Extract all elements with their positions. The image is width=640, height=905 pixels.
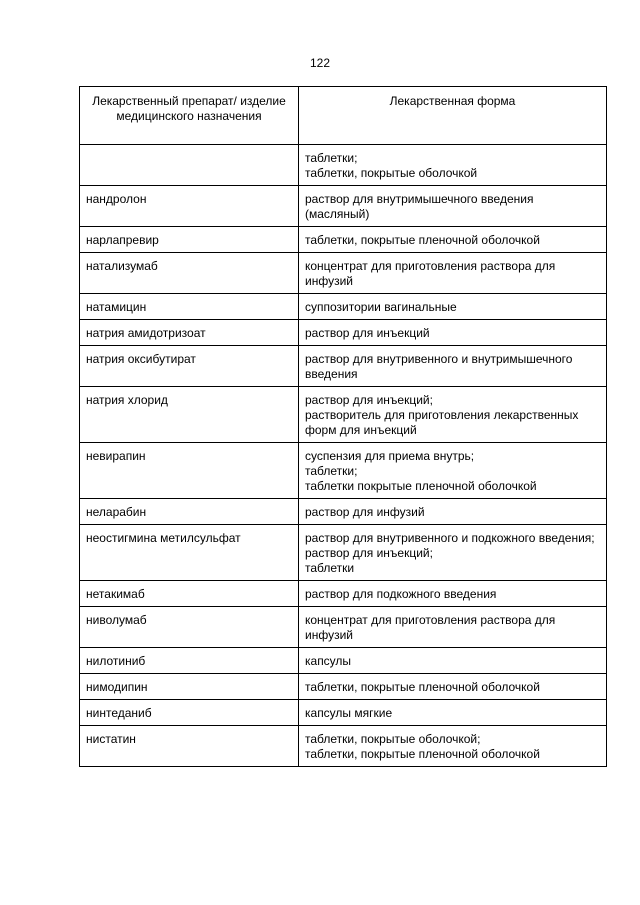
table-row xyxy=(80,607,607,648)
dosage-form-cell xyxy=(299,320,607,346)
dosage-form-line: суспензия для приема внутрь; xyxy=(305,449,475,463)
table-body xyxy=(80,145,607,767)
dosage-form-cell xyxy=(299,581,607,607)
dosage-form-line: таблетки, покрытые оболочкой; xyxy=(305,732,481,746)
drug-name-cell: нарлапревир xyxy=(80,227,299,253)
dosage-form-cell xyxy=(299,674,607,700)
dosage-form-line: раствор для инъекций; xyxy=(305,546,433,560)
dosage-form-line: капсулы мягкие xyxy=(305,706,393,720)
drug-name-cell: неостигмина метилсульфат xyxy=(80,525,299,581)
dosage-form-line: таблетки; xyxy=(305,464,358,478)
table-row xyxy=(80,294,607,320)
dosage-form-cell xyxy=(299,700,607,726)
dosage-form-cell xyxy=(299,525,607,581)
dosage-form-cell xyxy=(299,227,607,253)
dosage-form-line: раствор для инфузий xyxy=(305,505,425,519)
dosage-form-cell xyxy=(299,499,607,525)
dosage-form-line: таблетки xyxy=(305,561,355,575)
dosage-form-line: таблетки, покрытые пленочной оболочкой xyxy=(305,233,540,247)
dosage-form-cell xyxy=(299,726,607,767)
dosage-form-cell xyxy=(299,253,607,294)
dosage-form-cell xyxy=(299,145,607,186)
table-row xyxy=(80,674,607,700)
drug-name-cell: нетакимаб xyxy=(80,581,299,607)
drug-name-cell: нилотиниб xyxy=(80,648,299,674)
dosage-form-line: капсулы xyxy=(305,654,352,668)
table-header-row xyxy=(80,87,607,145)
dosage-form-line: раствор для внутримышечного введения (масляный) xyxy=(305,192,534,221)
table-row xyxy=(80,145,607,186)
dosage-form-cell xyxy=(299,346,607,387)
dosage-form-cell xyxy=(299,387,607,443)
header-drug-name: Лекарственный препарат/ изделие медицинского назначения xyxy=(80,87,299,145)
dosage-form-cell xyxy=(299,294,607,320)
table-row xyxy=(80,443,607,499)
dosage-form-cell xyxy=(299,186,607,227)
drug-name-cell: натрия оксибутират xyxy=(80,346,299,387)
drug-name-cell: натрия хлорид xyxy=(80,387,299,443)
drug-name-cell: нимодипин xyxy=(80,674,299,700)
drug-name-cell: неларабин xyxy=(80,499,299,525)
drug-name-cell: невирапин xyxy=(80,443,299,499)
table-row xyxy=(80,648,607,674)
dosage-form-cell xyxy=(299,443,607,499)
dosage-form-line: таблетки покрытые пленочной оболочкой xyxy=(305,479,537,493)
dosage-form-line: таблетки, покрытые пленочной оболочкой xyxy=(305,680,540,694)
dosage-form-line: раствор для подкожного введения xyxy=(305,587,497,601)
table-row xyxy=(80,525,607,581)
table-row xyxy=(80,320,607,346)
table-row xyxy=(80,253,607,294)
drug-name-cell: нандролон xyxy=(80,186,299,227)
table-row xyxy=(80,726,607,767)
table-row xyxy=(80,346,607,387)
dosage-form-line: таблетки; xyxy=(305,151,358,165)
dosage-form-line: раствор для внутривенного и подкожного введения; xyxy=(305,531,595,545)
dosage-form-line: таблетки, покрытые пленочной оболочкой xyxy=(305,747,540,761)
dosage-form-line: концентрат для приготовления раствора для инфузий xyxy=(305,259,556,288)
dosage-form-line: суппозитории вагинальные xyxy=(305,300,457,314)
dosage-form-line: концентрат для приготовления раствора для инфузий xyxy=(305,613,556,642)
dosage-form-line: раствор для внутривенного и внутримышечного введения xyxy=(305,352,573,381)
table-row xyxy=(80,387,607,443)
dosage-form-line: раствор для инъекций; xyxy=(305,393,433,407)
table-row xyxy=(80,581,607,607)
dosage-form-line: растворитель для приготовления лекарственных форм для инъекций xyxy=(305,408,579,437)
drug-table xyxy=(79,86,607,767)
drug-name-cell: натрия амидотризоат xyxy=(80,320,299,346)
dosage-form-line: таблетки, покрытые оболочкой xyxy=(305,166,478,180)
drug-name-cell xyxy=(80,145,299,186)
drug-name-cell: ниволумаб xyxy=(80,607,299,648)
drug-name-cell: нистатин xyxy=(80,726,299,767)
table-row xyxy=(80,499,607,525)
drug-name-cell: нинтеданиб xyxy=(80,700,299,726)
dosage-form-line: раствор для инъекций xyxy=(305,326,430,340)
page-number: 122 xyxy=(309,56,331,70)
header-dosage-form: Лекарственная форма xyxy=(299,87,607,145)
drug-name-cell: натализумаб xyxy=(80,253,299,294)
table-row xyxy=(80,186,607,227)
dosage-form-cell xyxy=(299,648,607,674)
drug-name-cell: натамицин xyxy=(80,294,299,320)
table-row xyxy=(80,700,607,726)
table-row xyxy=(80,227,607,253)
dosage-form-cell xyxy=(299,607,607,648)
